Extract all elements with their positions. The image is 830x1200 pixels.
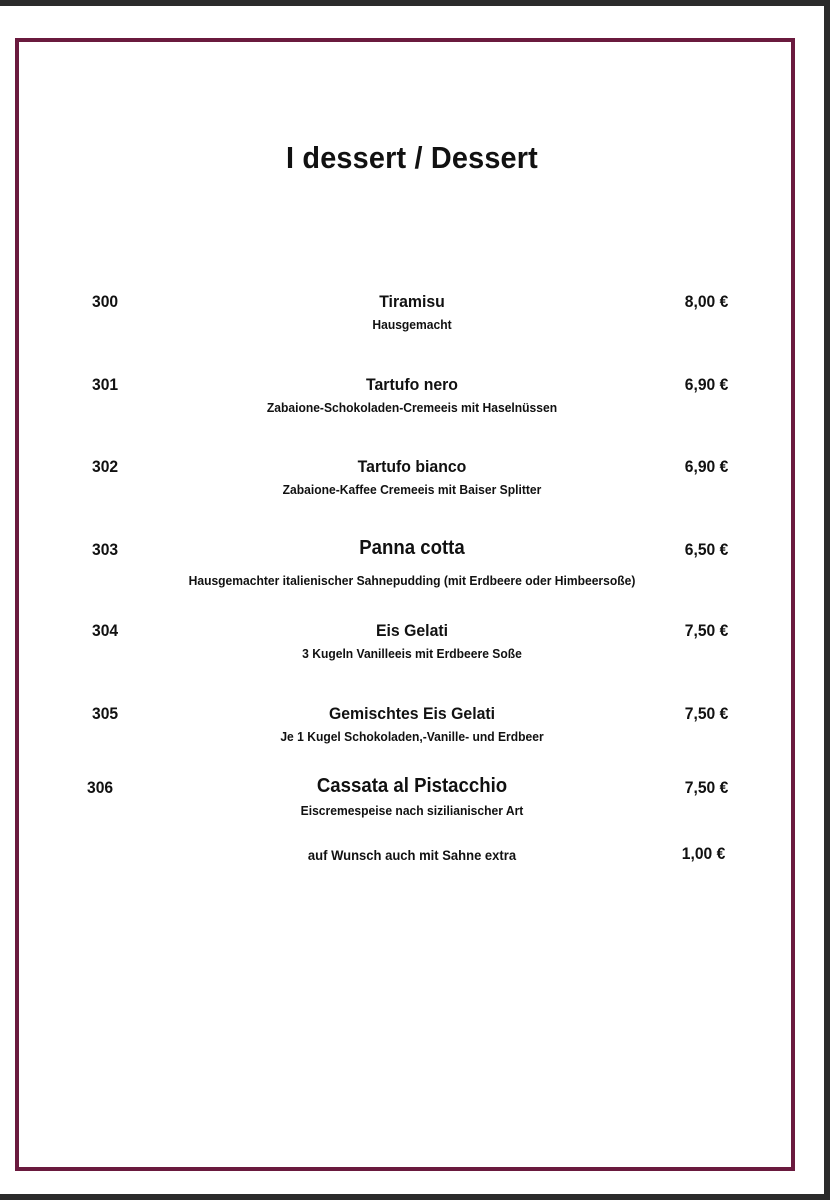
item-name: Tiramisu	[379, 292, 445, 311]
item-price: 6,50 €	[684, 540, 728, 559]
item-number: 306	[87, 778, 114, 797]
item-price: 7,50 €	[684, 778, 728, 797]
menu-page	[0, 6, 824, 1194]
item-name: Eis Gelati	[375, 621, 449, 640]
item-description: Je 1 Kugel Schokoladen,-Vanille- und Erdbeer	[280, 729, 544, 744]
item-name: Cassata al Pistacchio	[316, 775, 508, 797]
item-description: Zabaione-Kaffee Cremeeis mit Baiser Splitter	[282, 482, 542, 497]
item-price: 6,90 €	[684, 457, 728, 476]
item-number: 301	[92, 375, 119, 394]
item-name: Panna cotta	[359, 537, 465, 559]
item-name: Tartufo nero	[366, 375, 458, 394]
item-number: 303	[92, 540, 119, 559]
item-description: Eiscremespeise nach sizilianischer Art	[300, 803, 524, 818]
item-description: Hausgemachter italienischer Sahnepudding (mit Erdbeere oder Himbeersoße)	[188, 573, 636, 588]
item-description: 3 Kugeln Vanilleeis mit Erdbeere Soße	[302, 646, 522, 661]
item-name: Tartufo bianco	[357, 457, 467, 476]
item-number: 305	[92, 704, 119, 723]
extra-price: 1,00 €	[681, 844, 725, 863]
item-price: 7,50 €	[684, 704, 728, 723]
item-price: 6,90 €	[684, 375, 728, 394]
item-number: 302	[92, 457, 119, 476]
item-description: Zabaione-Schokoladen-Cremeeis mit Haselnüssen	[266, 400, 558, 415]
item-number: 304	[92, 621, 119, 640]
page-border	[15, 38, 795, 1171]
page-title: I dessert / Dessert	[286, 140, 538, 175]
extra-note: auf Wunsch auch mit Sahne extra	[307, 847, 517, 863]
item-description: Hausgemacht	[372, 317, 452, 332]
item-name: Gemischtes Eis Gelati	[328, 704, 496, 723]
item-price: 8,00 €	[684, 292, 728, 311]
item-price: 7,50 €	[684, 621, 728, 640]
item-number: 300	[92, 292, 119, 311]
